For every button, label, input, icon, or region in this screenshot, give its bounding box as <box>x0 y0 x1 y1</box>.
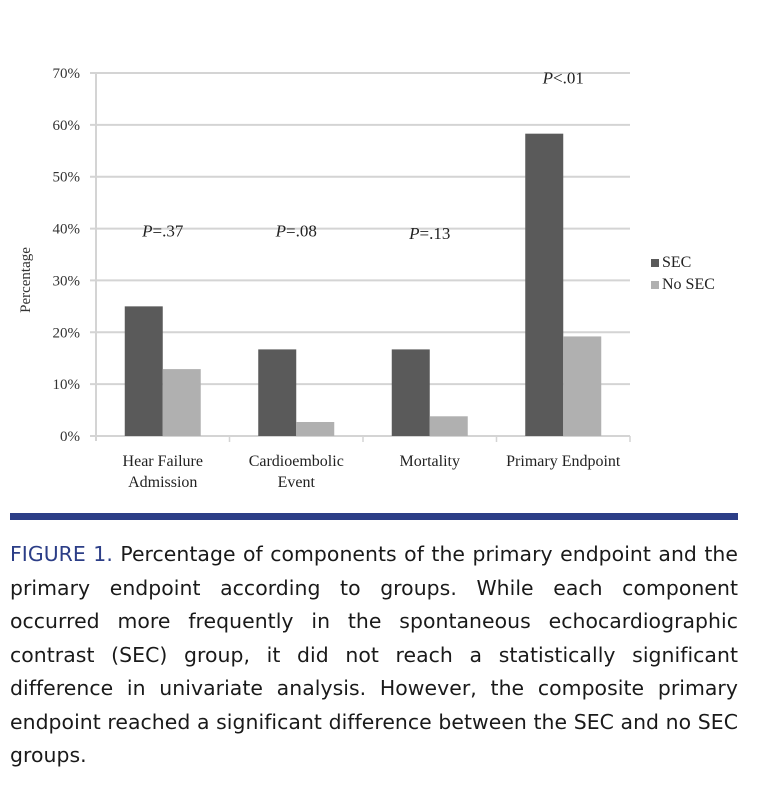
caption-text: Percentage of components of the primary endpoint and the primary endpoint according to groups. While each component occurred more frequently in the spontaneous echocardiographic contrast (SEC) group, it did not reach a statistically significant difference in univariate analysis. However, the composite primary endpoint reached a significant difference between the SEC and no SEC groups. <box>10 542 739 767</box>
y-tick-label: 60% <box>52 117 80 134</box>
x-category-label: Event <box>277 474 315 491</box>
y-tick-label: 30% <box>52 273 80 290</box>
x-category-label: Hear Failure <box>122 453 203 470</box>
legend-label: No SEC <box>662 276 715 293</box>
y-tick-label: 50% <box>52 169 80 186</box>
bar-sec <box>125 306 163 436</box>
x-category-label: Primary Endpoint <box>506 453 621 470</box>
bar-no-sec <box>563 336 601 436</box>
bar-sec <box>392 349 430 436</box>
p-value-annotation: P<.01 <box>542 68 584 88</box>
x-category-label: Admission <box>128 474 198 491</box>
y-tick-label: 40% <box>52 221 80 238</box>
y-tick-label: 0% <box>60 429 80 445</box>
y-tick-label: 70% <box>52 66 80 82</box>
bar-sec <box>525 134 563 436</box>
x-category-label: Mortality <box>399 453 460 470</box>
bar-no-sec <box>296 422 334 436</box>
y-tick-label: 10% <box>52 377 80 394</box>
y-tick-label: 20% <box>52 325 80 342</box>
y-axis-label: Percentage <box>18 247 34 313</box>
p-value-annotation: P=.08 <box>275 221 317 241</box>
p-value-annotation: P=.13 <box>409 223 451 243</box>
figure-divider <box>10 513 738 520</box>
x-category-label: Cardioembolic <box>248 453 344 470</box>
p-value-annotation: P=.37 <box>142 221 184 241</box>
bar-no-sec <box>163 369 201 436</box>
figure-caption <box>10 538 738 773</box>
figure-label: FIGURE 1. <box>10 542 113 566</box>
legend-label: SEC <box>662 254 692 271</box>
bar-sec <box>258 349 296 436</box>
legend-swatch-no-sec <box>651 281 659 289</box>
legend-swatch-sec <box>651 259 659 267</box>
bar-no-sec <box>430 416 468 436</box>
